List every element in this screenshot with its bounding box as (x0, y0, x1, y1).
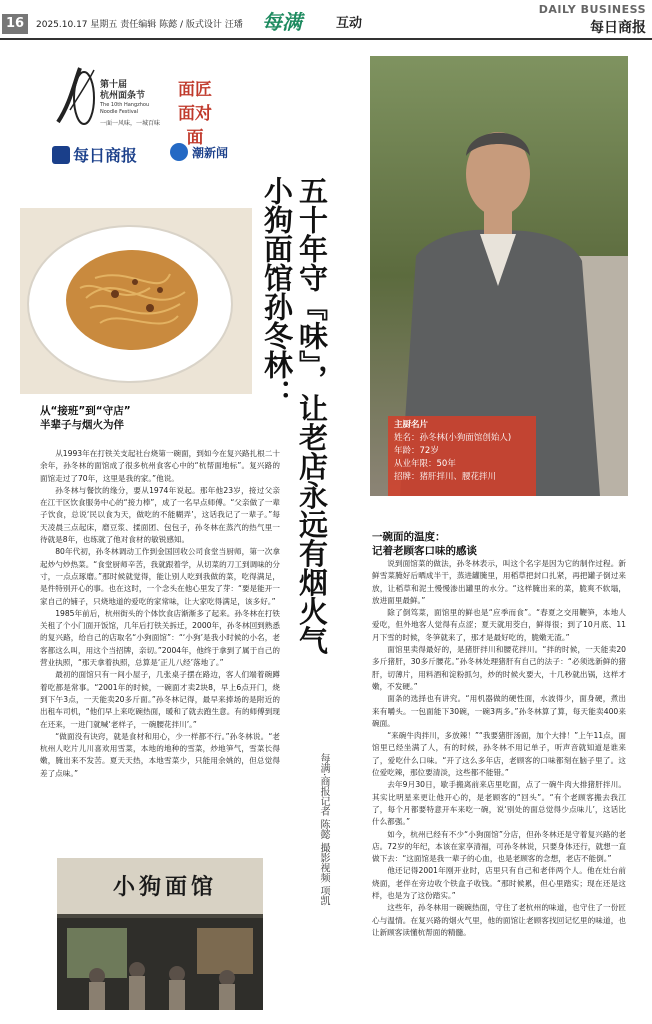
festival-text (100, 80, 164, 129)
mian-jiang-text: 面匠 (178, 80, 212, 100)
paragraph: 面馆里卖得最好的，是猪肝拌川和腰花拌川。“拌的时候，一天能卖20多斤猪肝，30多斤腰花。”孙冬林处理猪肝有自己的法子：“必须选新鲜的猪肝，切薄片，用料酒和淀粉抓匀，炒的时候火要大，十几秒就出锅，这样才嫩，不发硬。” (372, 645, 626, 691)
daily-business-en: DAILY BUSINESS (538, 3, 646, 16)
subhead-right (372, 530, 477, 558)
subhead-right-line2: 记着老顾客口味的感谈 (372, 545, 477, 557)
meiri-shangbao-logo (52, 143, 137, 166)
namecard-name: 姓名：孙冬林(小狗面馆创始人) (394, 433, 512, 443)
namecard-years: 从业年限：50年 (394, 459, 456, 469)
mian-dui-mian-logo (170, 78, 220, 148)
paragraph: 孙冬林与餐饮的缘分，要从1974年说起。那年他23岁，接过父亲在江干区饮食服务中心的“接力棒”，成了一名早点师傅。“父亲做了一辈子饮食，总说‘民以食为天，做吃的不能糊弄’，这话我记了一辈子。”每天凌晨三点起床，磨豆浆、揉面团、包包子，孙冬林在蒸汽的热气里一待就是8年，也练就了他对食材的敏锐感知。 (40, 485, 280, 545)
subhead-right-line1: 一碗面的温度： (372, 531, 446, 543)
subhead-left-line2: 半辈子与烟火为伴 (40, 419, 124, 431)
right-column (372, 558, 626, 990)
date-line: 2025.10.17 星期五 责任编辑 陈懿 / 版式设计 汪璠 (36, 20, 243, 30)
paragraph: 这些年，孙冬林用一碗碗热面，守住了老杭州的味道，也守住了一份匠心与温情。在复兴路的烟火气里，他的面馆让老顾客找回记忆里的味道，也让新顾客读懂杭帮面的精髓。 (372, 903, 626, 937)
namecard-signature: 招牌：猪肝拌川、腰花拌川 (394, 472, 497, 482)
paragraph: “来碗牛肉拌川，多放辣！”“我要猪肝汤面，加个大排！”上午11点，面馆里已经坐满了人，有的时候，孙冬林不用记单子，听声音就知道是谁来了，爱吃什么口味。“开了这么多年店，老顾客的口味都刻在脑子里了。这位爱吃辣，那位要清淡，这些都不能错。” (372, 731, 626, 778)
header-rule (0, 38, 652, 40)
left-column (40, 448, 280, 850)
namecard-age: 年龄：72岁 (394, 446, 439, 456)
festival-slogan: 一面一风味，一城百味 (100, 120, 161, 127)
paragraph: 说到面馆菜的做法，孙冬林表示，叫这个名字是因为它的制作过程。新鲜雪菜腌好后晒成半干，蒸进罐腌里，用稻草把封口扎紧，再把罐子倒过来放，让稻草和泥土慢慢渗出罐里的水分。“这样腌出来的菜，脆爽不软塌，放进面里最鲜。” (372, 559, 626, 605)
namecard-title: 主厨名片 (394, 420, 429, 430)
paragraph: 80年代初，孙冬林调动工作到金国回收公司食堂当厨师，第一次拿起炒勺炒热菜。“食堂厨师辛苦，我就跟着学，从切菜的刀工到调味的分寸，一点点琢磨。”那时候就觉得，能让别人吃到我做的菜，吃得满足，是件特别开心的事。也在这时，一个念头在他心里发了芽：“要是能开一家自己的铺子，只烧地道的爱吃的家常味，让大家吃得满足，该多好。” (40, 547, 280, 606)
chaoxinwen-text: 潮新闻 (192, 146, 229, 160)
paragraph: 除了倒笃菜，面馆里的鲜也是“应季而食”。“春夏之交用鞭笋，本地人爱吃，但外地客人觉得有点涩；夏天就用茭白，鲜得很；到了10月底、11月下雪的时候，冬笋就来了，那才是最好吃的，脆嫩无渣。” (372, 608, 626, 642)
mian-dui-mian-text: 面对面 (178, 104, 212, 148)
chaoxinwen-logo (170, 143, 228, 161)
page-number: 16 (2, 14, 28, 34)
daily-business-cn: 每日商报 (590, 20, 646, 36)
meiri-shangbao-text: 每日商报 (73, 146, 138, 165)
headline-sub: 小狗面馆孙冬林： (260, 176, 294, 408)
meiri-shangbao-icon (52, 146, 70, 164)
festival-line2: 杭州面条节 (100, 91, 146, 101)
paragraph: 从1993年在打铁关支起社台烧第一碗面，到如今在复兴路扎根二十余年，孙冬林的面馆成了很多杭州食客心中的“杭帮面地标”。复兴路的面馆走过了70年，这里是我的家。”他说。 (40, 449, 280, 483)
subhead-left-line1: 从“接班”到“守店” (40, 405, 131, 417)
brand-logo: 每满 (262, 10, 302, 34)
chef-namecard (388, 416, 536, 496)
paragraph: 如今，杭州已经有不少“小狗面馆”分店，但孙冬林还是守着复兴路的老店。72岁的年纪，本该在家享清福，可孙冬林说，只要身体还行，就想一直做下去：“这面馆是我一辈子的心血，也是老顾客的念想，老店不能倒。” (372, 829, 626, 864)
shopfront-photo (57, 858, 263, 1010)
paragraph: 面条的选择也有讲究。“用机器做的硬性面，水波得少，面身硬，煮出来有嚼头。一包面能下30碗，一碗3两多。”孙冬林算了算，每天能卖400来碗面。 (372, 694, 626, 728)
paragraph: 去年9月30日，歇手搬离前来店里吃面，点了一碗牛肉大排猪肝拌川。其实比明星来更让他开心的，是老顾客的“回头”。“有个老顾客搬去我江了，每个月都要特意开车来吃一碗，说‘别处的面总觉得少点味儿’，这话比什么都强。” (372, 780, 626, 827)
paragraph: 他还记得2001年刚开业时，店里只有自己和老伴两个人。他在灶台前烧面，老伴在旁边收个铁盒子收钱。“那时候累，但心里踏实；现在还是这样，也是为了这份踏实。” (372, 866, 626, 901)
noodle-bowl-photo (20, 208, 252, 394)
subhead-left (40, 404, 131, 432)
section-title: 互动 (336, 16, 363, 31)
festival-line3: The 10th Hangzhou Noodle Festival (100, 102, 150, 115)
media-logos (52, 140, 258, 170)
festival-line1: 第十届 (100, 80, 128, 90)
headline-main: 五十年守『味』，让老店永远有烟火气 (295, 176, 329, 655)
chaoxinwen-icon (170, 143, 188, 161)
byline: 每满·商报记者 陈懿 撮影视频 项凯 (318, 753, 329, 906)
paragraph: 1985年前后，杭州街头的个体饮食店渐渐多了起来。孙冬林在打铁关租了个小门面开饭馆，几年后打铁关拆迁，2000年，孙冬林回到熟悉的复兴路，给自己的店取名“小狗面馆”：“‘小狗’是我小时候的小名，老客都这么叫，用这个当招牌，亲切。”2004年，他终于拿到了属于自己的营业执照，“那天拿着执照，总算是‘正儿八经’落地了。” (40, 608, 280, 668)
paragraph: “做面没有诀窍，就是食材和用心，少一样都不行。”孙冬林说。“老杭州人吃片儿川喜欢用雪菜，本地的地种的雪菜，炒地笋气，雪菜长得嫩，腌出来不发苦。夏天天热，本地雪菜少，只能用余姚的，但总觉得差了点味。” (40, 731, 280, 778)
shop-sign: 小狗面馆 (113, 874, 218, 900)
paragraph: 最初的面馆只有一间小屋子，几张桌子摆在路边，客人们端着碗蹲着吃都是常事。“2001年的时候，一碗面才卖2块8，早上6点开门，烧到下午3点，一天能卖20多斤面。”孙冬林记得，最早来捧场的是附近的出租车司机，“他们早上来吃碗热面，暖和了就去跑生意。有的师傅到现在还来，一进门就喊‘老样子，一碗腰花拌川’。” (40, 670, 280, 729)
